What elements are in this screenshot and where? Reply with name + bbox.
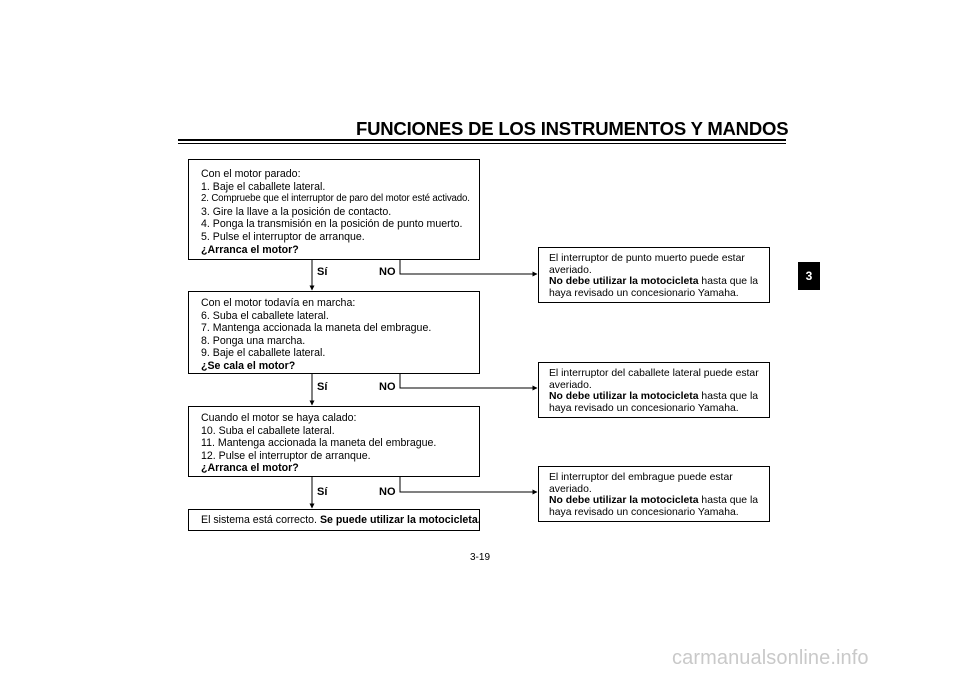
step-line: 9. Baje el caballete lateral. (201, 347, 326, 360)
page-title: FUNCIONES DE LOS INSTRUMENTOS Y MANDOS (356, 118, 789, 139)
no-label: NO (379, 486, 396, 498)
fault-line: haya revisado un concesionario Yamaha. (549, 506, 739, 518)
step-line: 12. Pulse el interruptor de arranque. (201, 449, 371, 462)
fault-line: El interruptor del caballete lateral puede estar (549, 368, 759, 379)
fault-line-rest: hasta que la (698, 276, 759, 288)
fault-line-rest: hasta que la (698, 495, 759, 507)
step-question: ¿Se cala el motor? (201, 359, 296, 372)
fault-line (549, 276, 769, 288)
step-line: 4. Ponga la transmisión en la posición de punto muerto. (201, 218, 463, 231)
fault-line: averiado. (549, 379, 592, 391)
yes-label: Sí (317, 486, 328, 498)
no-label: NO (379, 381, 396, 393)
fault-box-1 (538, 247, 770, 303)
step-box-2 (188, 291, 480, 374)
step-line: Con el motor parado: (201, 168, 301, 180)
step-line: 11. Mantenga accionada la maneta del embrague. (201, 437, 437, 450)
page-number: 3-19 (470, 552, 491, 563)
fault-line-rest: hasta que la (698, 391, 759, 403)
final-normal-text: El sistema está correcto. (201, 514, 320, 526)
arrow-no-3 (400, 477, 537, 492)
step-line: Cuando el motor se haya calado: (201, 412, 357, 424)
fault-box-3 (538, 466, 770, 522)
step-question: ¿Arranca el motor? (201, 243, 299, 256)
step-box-3 (188, 406, 480, 477)
fault-line: averiado. (549, 264, 592, 276)
final-text (201, 514, 479, 527)
final-box (188, 509, 480, 531)
fault-box-2 (538, 362, 770, 418)
step-line: 3. Gire la llave a la posición de contacto. (201, 205, 392, 218)
no-label: NO (379, 266, 396, 278)
fault-warning: No debe utilizar la motocicleta (549, 495, 699, 507)
fault-warning: No debe utilizar la motocicleta (549, 391, 699, 403)
arrow-no-2 (400, 374, 537, 388)
arrow-no-1 (400, 260, 537, 274)
step-line: 6. Suba el caballete lateral. (201, 309, 329, 322)
watermark[interactable]: carmanualsonline.info (672, 647, 869, 669)
fault-line: averiado. (549, 483, 592, 495)
step-line: 8. Ponga una marcha. (201, 334, 306, 347)
fault-line: haya revisado un concesionario Yamaha. (549, 402, 739, 414)
fault-line: haya revisado un concesionario Yamaha. (549, 287, 739, 299)
step-line: 1. Baje el caballete lateral. (201, 180, 326, 193)
step-line: 10. Suba el caballete lateral. (201, 424, 335, 437)
fault-line: El interruptor de punto muerto puede estar (549, 253, 745, 264)
step-line: 5. Pulse el interruptor de arranque. (201, 230, 365, 243)
yes-label: Sí (317, 266, 328, 278)
step-line: Con el motor todavía en marcha: (201, 297, 356, 309)
fault-warning: No debe utilizar la motocicleta (549, 276, 699, 288)
step-box-1 (188, 159, 480, 260)
fault-line (549, 495, 769, 507)
final-bold-text: Se puede utilizar la motocicleta. (319, 514, 481, 526)
fault-line (549, 391, 769, 403)
step-line: 7. Mantenga accionada la maneta del embrague. (201, 322, 432, 335)
yes-label: Sí (317, 381, 328, 393)
step-line: 2. Compruebe que el interruptor de paro del motor esté activado. (201, 193, 470, 205)
chapter-number: 3 (805, 269, 813, 283)
fault-line: El interruptor del embrague puede estar (549, 472, 733, 483)
step-question: ¿Arranca el motor? (201, 462, 299, 475)
